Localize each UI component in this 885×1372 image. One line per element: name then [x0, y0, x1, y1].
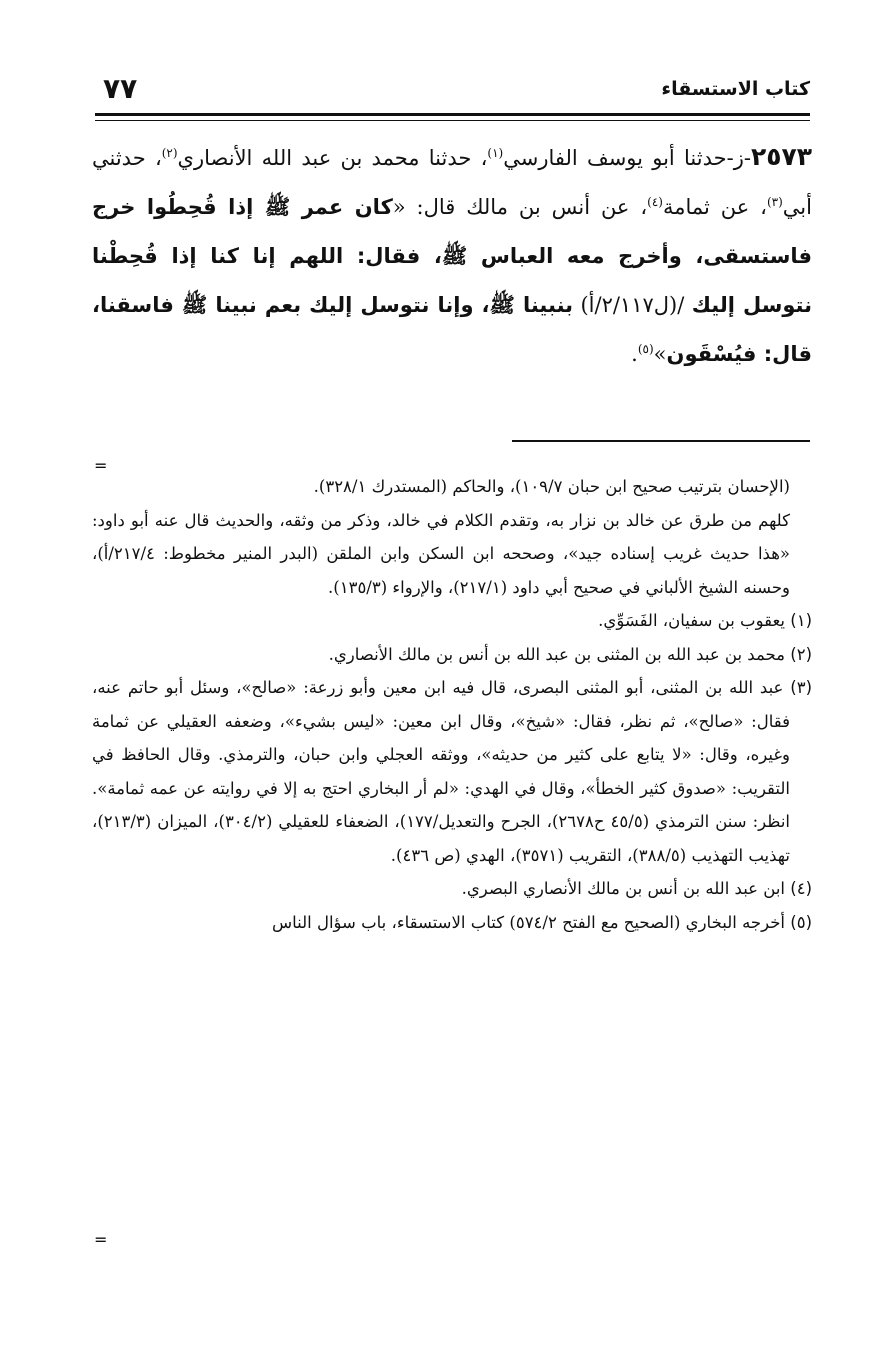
quote-close: »: [653, 342, 667, 366]
footnote-ref-1: (١): [487, 146, 504, 160]
footnote-2: [92, 638, 812, 672]
hadith-number: ٢٥٧٣: [750, 142, 812, 171]
running-title: كتاب الاستسقاء: [661, 78, 810, 100]
hadith-paragraph: [92, 132, 812, 379]
footnote-3: [92, 671, 812, 872]
footnotes: [92, 470, 812, 939]
hadith-end: .: [631, 342, 638, 366]
footnote-carryover-1: (الإحسان بترتيب صحيح ابن حبان ١٠٩/٧)، والحاكم (المستدرك ٣٢٨/١).: [313, 477, 790, 496]
footnote-ref-3: (٣): [766, 195, 783, 209]
footnote-text: أخرجه البخاري (الصحيح مع الفتح ٥٧٤/٢) كتاب الاستسقاء، باب سؤال الناس: [271, 912, 785, 932]
isnad-part-1: حدثنا أبو يوسف الفارسي: [503, 146, 727, 170]
matn-bold-1: كان عمر ﷺ إذا قُحِطُوا خرج فاستسقى، وأخرج معه العباس ﷺ، فقال: اللهم إنا كنا إذا قُحِطْنا نتوسل إليك: [92, 195, 813, 317]
footnote-ref-2: (٢): [161, 146, 178, 160]
footnote-number: (٣): [790, 678, 812, 697]
isnad-part-5: ، عن أنس بن مالك قال: «: [392, 195, 648, 219]
continuation-mark-bottom: =: [94, 1230, 108, 1249]
page-number: ٧٧: [103, 72, 138, 105]
footnote-4: [92, 872, 812, 906]
footnote-text: عبد الله بن المثنى، أبو المثنى البصرى، قال فيه ابن معين وأبو زرعة: «صالح»، وسئل أبو حاتم عنه، فقال: «صالح»، ثم نظر، فقال: «شيخ»، وقال ابن معين: «ليس بشيء»، وضعفه العقيلي عن ثمامة وغيره، وقال: «لا يتابع على كثير من حديثه»، ووثقه العجلي وابن حبان، والترمذي. وقال الحافظ في التقريب: «صدوق كثير الخطأ»، وقال في الهدي: «لم أر البخاري احتج به إلا في روايته عن عمه ثمامة». انظر: سنن الترمذي (٤٥/٥ ح٢٦٧٨)، الجرح والتعديل/١٧٧)، الضعفاء للعقيلي (٣٠٤/٢)، الميزان (٢١٣/٣)، تهذيب التهذيب (٣٨٨/٥)، التقريب (٣٥٧١)، الهدي (ص ٤٣٦).: [92, 678, 790, 865]
page-header: [95, 70, 810, 118]
footnote-number: (١): [790, 611, 812, 630]
footnote-number: (٤): [790, 879, 812, 898]
footnote-ref-5: (٥): [637, 342, 654, 356]
footnote-text: محمد بن عبد الله بن المثنى بن عبد الله بن أنس بن مالك الأنصاري.: [328, 644, 785, 664]
footnote-carryover-2: كلهم من طرق عن خالد بن نزار به، وتقدم الكلام في خالد، وذكر من وثقه، والحديث قال عنه أبو داود: «هذا حديث غريب إسناده جيد»، وصححه ابن السكن وابن الملقن (البدر المنير مخطوط: ٢١٧/٤/أ)، وحسنه الشيخ الألباني في صحيح أبي داود (٢١٧/١)، والإرواء (١٣٥/٣).: [92, 510, 790, 597]
footnote-separator: [512, 440, 810, 442]
header-rule-thick: [95, 113, 810, 116]
hadith-prefix: -ز-: [726, 146, 751, 170]
footnote-text: يعقوب بن سفيان، الفَسَوِّي.: [598, 611, 785, 630]
manuscript-mark: /(ل٢/١١٧/أ): [573, 293, 692, 317]
hadith-text: [92, 132, 812, 379]
header-rule-thin: [95, 120, 810, 121]
footnote-5: [92, 906, 812, 940]
footnote-text: ابن عبد الله بن أنس بن مالك الأنصاري البصري.: [461, 879, 785, 898]
isnad-part-4: ، عن ثمامة: [662, 195, 767, 219]
footnote-number: (٢): [790, 644, 812, 664]
footnote-number: (٥): [790, 912, 812, 932]
footnote-ref-4: (٤): [647, 195, 663, 209]
isnad-part-3: ، حدثني أبي: [92, 146, 812, 219]
isnad-part-2: ، حدثنا محمد بن عبد الله الأنصاري: [177, 146, 488, 170]
continuation-mark-top: =: [94, 456, 108, 475]
footnote-1: [92, 604, 812, 638]
matn-bold-2: بنبينا ﷺ، وإنا نتوسل إليك بعم نبينا ﷺ فاسقنا، قال: فيُسْقَون: [92, 293, 812, 366]
